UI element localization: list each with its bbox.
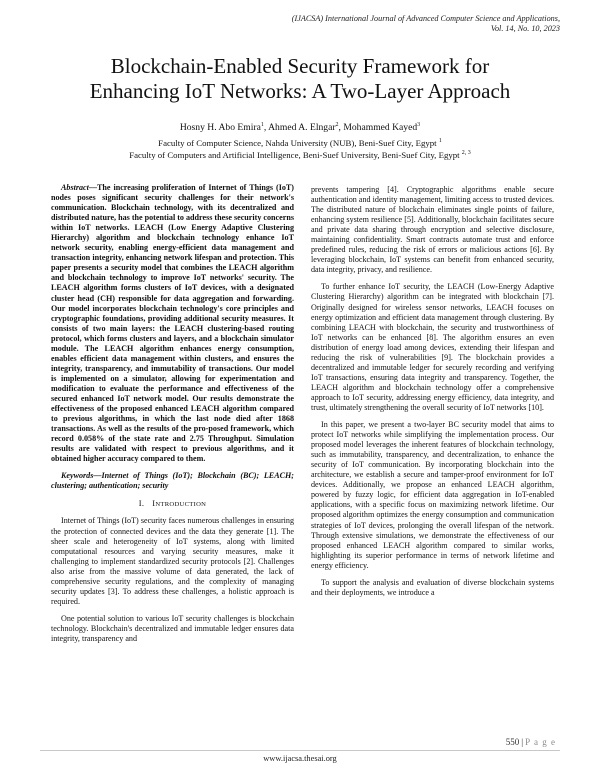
- page-number-divider: |: [521, 737, 524, 747]
- paragraph: One potential solution to various IoT security challenges is blockchain technology. Blockchain's decentralized and immutable ledger ensures data integrity, transparency and: [51, 613, 294, 643]
- affiliation-2-sup: 2, 3: [461, 150, 471, 157]
- paragraph: prevents tampering [4]. Cryptographic algorithms enable secure authentication and identity management, limiting access to trusted devices. The distributed nature of blockchain eliminates single points of failure, enhancing system resilience [5]. Additionally, blockchain facilitates secure and private data sharing through encryption and selective disclosure, maintaining confidentiality. Smart contracts automate trust and enforce predefined rules, reducing the risk of errors or malicious actions [6]. By leveraging blockchain, IoT systems can benefit from enhanced security, data integrity, privacy, and resilience.: [311, 185, 554, 275]
- journal-name: (IJACSA) International Journal of Advanced Computer Science and Applications,: [291, 14, 560, 23]
- abstract-label: Abstract: [61, 183, 89, 192]
- left-column: [51, 183, 294, 651]
- section-number: I.: [138, 499, 145, 509]
- journal-header: [292, 14, 560, 34]
- author-2-sup: 2: [335, 121, 339, 128]
- title-line-1: Blockchain-Enabled Security Framework for: [110, 54, 490, 78]
- title-line-2: Enhancing IoT Networks: A Two-Layer Approach: [89, 79, 511, 103]
- author-2: Ahmed A. Elngar: [268, 122, 336, 133]
- affiliation-1-text: Faculty of Computer Science, Nahda University (NUB), Beni-Suef City, Egypt: [158, 138, 439, 148]
- author-3-sup: 3: [417, 121, 421, 128]
- affiliation-2: [0, 150, 600, 160]
- page-word: P a g e: [525, 737, 556, 747]
- section-title-initial: I: [152, 499, 156, 509]
- paragraph: Internet of Things (IoT) security faces numerous challenges in ensuring the protection of connected devices and the data they generate [1]. The sheer scale and heterogeneity of IoT systems, along with limited computational resources and varying security measures, make it challenging to implement standardized security protocols [2]. Challenges also arise from the massive volume of data generated, the lack of comprehensive security regulations, and the complexity of managing security updates [3]. To address these challenges, a holistic approach is required.: [51, 516, 294, 606]
- abstract: [51, 183, 294, 464]
- keywords: Keywords—Internet of Things (IoT); Blockchain (BC); LEACH; clustering; authentication; security: [51, 471, 294, 491]
- author-1-sup: 1: [260, 121, 264, 128]
- paragraph: To further enhance IoT security, the LEACH (Low-Energy Adaptive Clustering Hierarchy) algorithm can be integrated with blockchain [7]. Originally designed for wireless sensor networks, LEACH focuses on energy optimization and efficient data management through clustering. By combining LEACH with blockchain, the security and trustworthiness of IoT networks can be enhanced [8]. The algorithm ensures an even distribution of energy load among devices, extending their lifespan and reducing the risk of vulnerabilities [9]. The blockchain provides a decentralized and immutable ledger for securely recording and verifying IoT transactions, ensuring data integrity and transparency. Together, the LEACH algorithm and blockchain technology offer a comprehensive approach to IoT security, addressing energy efficiency, data integrity, and trust, ultimately strengthening the overall security of IoT networks [10].: [311, 282, 554, 412]
- author-list: [0, 122, 600, 133]
- author-3: Mohammed Kayed: [343, 122, 418, 133]
- affiliation-1: [0, 138, 600, 148]
- section-title-rest: NTRODUCTION: [155, 501, 207, 509]
- author-separator: ,: [338, 122, 344, 133]
- footer-url: www.ijacsa.thesai.org: [263, 754, 337, 763]
- footer-divider: [40, 750, 560, 751]
- affiliation-1-sup: 1: [438, 138, 442, 145]
- page-number-value: 550: [505, 737, 520, 747]
- paper-title: [0, 54, 600, 104]
- author-1: Hosny H. Abo Emira: [179, 122, 261, 133]
- paragraph: To support the analysis and evaluation of diverse blockchain systems and their deployments, we introduce a: [311, 577, 554, 597]
- journal-volume: Vol. 14, No. 10, 2023: [490, 24, 560, 33]
- paragraph: In this paper, we present a two-layer BC security model that aims to protect IoT networks while simplifying the implementation process. Our proposed model leverages the inherent features of blockchain technology, such as immutability, transparency, and decentralization, to enhance the security of IoT communication. By incorporating blockchain into the architecture, we establish a secure and tamper-proof environment for IoT devices. Additionally, we propose an enhanced LEACH algorithm, powered by fuzzy logic, for efficient data aggregation in IoT-enabled applications, with a specific focus on maximizing network lifetime. Our proposed algorithm optimizes the energy consumption and communication strategies of IoT devices, prolonging the overall lifespan of the network. Through extensive simulations, we demonstrate the effectiveness of our proposed enhanced LEACH algorithm compared to similar works, highlighting its superior performance in terms of network lifetime and energy efficiency.: [311, 420, 554, 570]
- right-column: [311, 185, 554, 605]
- page-number: [506, 737, 556, 747]
- affiliation-2-text: Faculty of Computers and Artificial Intelligence, Beni-Suef University, Beni-Suef City, Egypt: [129, 150, 462, 160]
- abstract-text: —The increasing proliferation of Internet of Things (IoT) nodes poses significant security challenges for their network's communication. Blockchain technology, with its decentralized and distributed nature, has the potential to address these security concerns within IoT networks. LEACH (Low Energy Adaptive Clustering Hierarchy) algorithm and blockchain technology enhance IoT network security, enabling energy-efficient data management and transaction integrity, enhancing network lifespan and protection. This paper presents a security model that combines the LEACH algorithm and blockchain technology to improve IoT networks' security. The LEACH algorithm forms clusters of IoT devices, with a designated cluster head (CH) responsible for data aggregation and forwarding. Our model incorporates blockchain technology's core principles and cryptographic foundations, providing additional security measures. It consists of two main layers: the LEACH clustering-based routing protocol, which forms clusters and layers, and a blockchain simulator module. The LEACH algorithm enhances energy consumption, enables efficient data management within clusters, and ensures the integrity, transparency, and immutability of transactions. Our model is implemented on a simulator, allowing for experimentation and modification to evaluate the performance and effectiveness of the secured enhanced IoT network model. Our results demonstrate the effectiveness of the proposed enhanced LEACH algorithm compared to previous algorithms, in which the last node died after 1868 transactions. As well as the results of the pro-posed framework, which record 0.058% of the state rate and 2.75 Throughput. Simulation results are validated with respect to previous algorithms, and it obtained higher accuracy compared to them.: [51, 183, 294, 464]
- section-heading-introduction: [51, 499, 294, 510]
- author-separator: ,: [263, 122, 269, 133]
